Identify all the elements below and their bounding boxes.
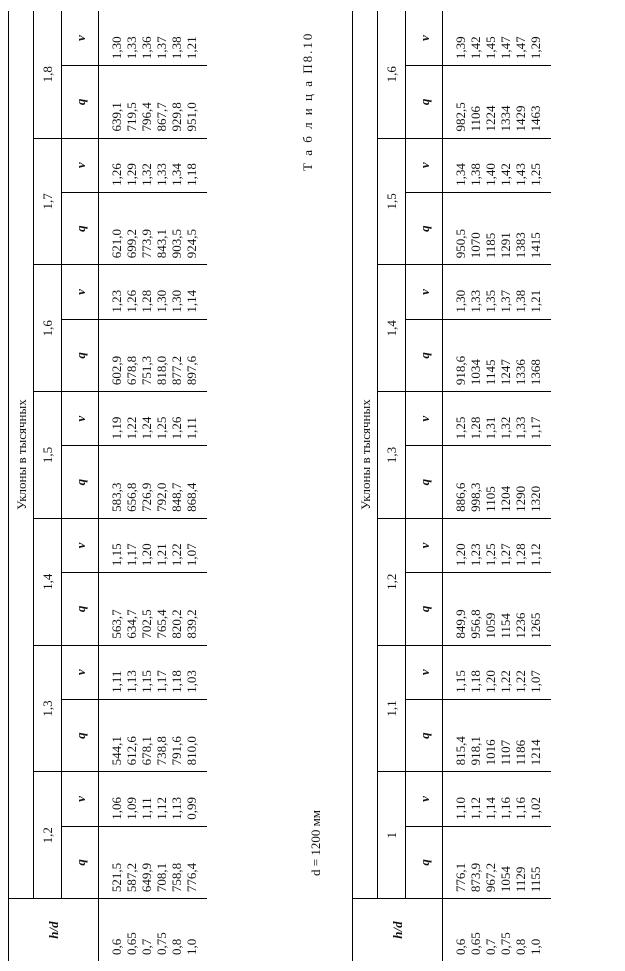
flow-q-value: 719,5 [124, 102, 139, 132]
velocity-v-value: 1,40 [483, 163, 498, 186]
flow-q-value: 1107 [498, 739, 513, 766]
velocity-v-value: 1,30 [169, 289, 184, 313]
velocity-v-values [443, 392, 552, 446]
velocity-v-value: 1,16 [513, 796, 528, 820]
slope-header: 1,3 [34, 645, 62, 772]
velocity-v-value: 1,17 [154, 670, 169, 693]
slope-header: 1,5 [378, 138, 406, 265]
flow-q-value: 602,9 [109, 355, 124, 386]
velocity-v-value: 1,37 [154, 36, 169, 60]
velocity-v-values [99, 645, 208, 699]
slope-header: 1,6 [378, 11, 406, 138]
flow-q-value: 924,5 [184, 229, 199, 259]
velocity-v-value: 1,19 [109, 416, 124, 440]
flow-q-value: 1265 [528, 612, 543, 639]
flow-q-value: 634,7 [124, 609, 139, 639]
velocity-v-value: 1,34 [169, 163, 184, 186]
diameter-label: d = 1200 мм [308, 809, 323, 876]
flow-q-value: 678,1 [139, 736, 154, 766]
velocity-v-value: 1,24 [139, 416, 154, 440]
q-column-header: q [406, 699, 443, 771]
h-d-value: 1,0 [528, 938, 543, 955]
flow-q-value: 820,2 [169, 609, 184, 639]
q-column-header: q [406, 319, 443, 391]
flow-q-value: 587,2 [124, 862, 139, 893]
flow-q-value: 563,7 [109, 609, 124, 639]
velocity-v-value: 1,07 [184, 543, 199, 567]
flow-q-value: 702,5 [139, 609, 154, 639]
v-column-header: v [406, 392, 443, 446]
flow-q-value: 1291 [498, 232, 513, 259]
velocity-v-value: 1,15 [109, 543, 124, 567]
velocity-v-value: 1,23 [468, 543, 483, 567]
flow-q-value: 951,0 [184, 102, 199, 132]
velocity-v-value: 1,26 [124, 289, 139, 313]
table-slopes-lower [352, 11, 551, 961]
flow-q-value: 1070 [468, 232, 483, 259]
velocity-v-value: 1,33 [124, 36, 139, 60]
velocity-v-values [99, 518, 208, 572]
flow-q-value: 583,3 [109, 482, 124, 512]
flow-q-values [99, 192, 208, 264]
velocity-v-value: 1,02 [528, 796, 543, 820]
flow-q-value: 1429 [513, 105, 528, 132]
flow-q-value: 1368 [528, 359, 543, 386]
q-column-header: q [62, 446, 99, 518]
table-slopes-upper [8, 11, 207, 961]
velocity-v-values [99, 265, 208, 319]
velocity-v-value: 1,14 [483, 796, 498, 820]
h-d-value: 1,0 [184, 938, 199, 955]
flow-q-value: 982,5 [453, 102, 468, 132]
velocity-v-value: 1,36 [139, 36, 154, 60]
velocity-v-values [443, 265, 552, 319]
v-column-header: v [406, 11, 443, 66]
h-d-value: 0,65 [124, 932, 139, 955]
flow-q-value: 649,9 [139, 862, 154, 893]
flow-q-value: 1054 [498, 866, 513, 893]
flow-q-value: 1320 [528, 485, 543, 512]
q-column-header: q [406, 446, 443, 518]
flow-q-value: 1105 [483, 486, 498, 512]
velocity-v-values [443, 11, 552, 66]
flow-q-value: 776,4 [184, 862, 199, 893]
flow-q-values [99, 699, 208, 771]
velocity-v-value: 1,47 [498, 36, 513, 60]
flow-q-value: 544,1 [109, 736, 124, 766]
velocity-v-value: 1,47 [513, 36, 528, 60]
velocity-v-value: 1,15 [453, 670, 468, 693]
velocity-v-value: 1,42 [498, 163, 513, 186]
velocity-v-value: 1,38 [169, 36, 184, 60]
q-column-header: q [406, 573, 443, 645]
v-column-header: v [62, 392, 99, 446]
velocity-v-value: 1,09 [124, 796, 139, 820]
velocity-v-values [99, 392, 208, 446]
v-column-header: v [62, 772, 99, 826]
flow-q-values [443, 446, 552, 518]
velocity-v-value: 1,20 [139, 543, 154, 567]
velocity-v-value: 1,35 [483, 289, 498, 313]
flow-q-value: 868,4 [184, 482, 199, 512]
flow-q-values [99, 446, 208, 518]
flow-q-value: 521,5 [109, 862, 124, 893]
flow-q-value: 877,2 [169, 355, 184, 386]
velocity-v-value: 1,39 [453, 36, 468, 60]
velocity-v-value: 1,26 [169, 416, 184, 440]
flow-q-value: 1334 [498, 105, 513, 132]
flow-q-value: 1154 [498, 613, 513, 639]
velocity-v-value: 1,21 [184, 36, 199, 60]
velocity-v-value: 1,38 [468, 163, 483, 186]
velocity-v-value: 1,23 [109, 289, 124, 313]
flow-q-value: 867,7 [154, 102, 169, 132]
slope-header: 1,6 [34, 265, 62, 392]
q-column-header: q [406, 192, 443, 264]
velocity-v-value: 1,16 [498, 796, 513, 820]
velocity-v-value: 1,33 [154, 163, 169, 186]
velocity-v-value: 1,32 [139, 163, 154, 186]
velocity-v-value: 1,10 [453, 796, 468, 820]
v-column-header: v [62, 138, 99, 192]
velocity-v-value: 1,38 [513, 289, 528, 313]
flow-q-value: 1247 [498, 359, 513, 386]
flow-q-values [99, 66, 208, 138]
h-d-value: 0,8 [513, 938, 528, 955]
h-d-values [99, 899, 208, 961]
q-column-header: q [62, 573, 99, 645]
velocity-v-value: 1,25 [453, 416, 468, 440]
flow-q-value: 956,8 [468, 609, 483, 639]
h-d-value: 0,7 [483, 938, 498, 955]
velocity-v-value: 1,12 [154, 796, 169, 820]
velocity-v-value: 1,32 [498, 416, 513, 440]
h-d-value: 0,8 [169, 938, 184, 955]
velocity-v-value: 1,12 [528, 543, 543, 567]
velocity-v-value: 1,11 [139, 797, 154, 820]
velocity-v-value: 1,27 [498, 543, 513, 567]
slope-header: 1,5 [34, 392, 62, 519]
velocity-v-value: 1,43 [513, 163, 528, 186]
flow-q-value: 886,6 [453, 482, 468, 512]
slope-header: 1,2 [34, 772, 62, 899]
flow-q-value: 791,6 [169, 736, 184, 766]
velocity-v-value: 1,45 [483, 36, 498, 60]
velocity-v-value: 1,07 [528, 670, 543, 693]
flow-q-value: 765,4 [154, 609, 169, 639]
flow-q-value: 998,3 [468, 482, 483, 512]
velocity-v-value: 1,12 [468, 796, 483, 820]
flow-q-value: 1336 [513, 359, 528, 386]
velocity-v-values [443, 645, 552, 699]
velocity-v-value: 1,13 [124, 670, 139, 693]
velocity-v-value: 1,31 [483, 416, 498, 440]
flow-q-values [99, 319, 208, 391]
flow-q-value: 1106 [468, 106, 483, 132]
flow-q-value: 810,0 [184, 736, 199, 766]
slope-header: 1,7 [34, 138, 62, 265]
flow-q-value: 1236 [513, 612, 528, 639]
flow-q-value: 758,8 [169, 862, 184, 893]
v-column-header: v [406, 138, 443, 192]
data-row [443, 11, 552, 961]
flow-q-value: 621,0 [109, 229, 124, 259]
slope-header: 1,1 [378, 645, 406, 772]
flow-q-value: 1415 [528, 232, 543, 259]
q-column-header: q [62, 826, 99, 898]
flow-q-value: 1129 [513, 866, 528, 893]
velocity-v-values [443, 138, 552, 192]
flow-q-value: 843,1 [154, 229, 169, 259]
velocity-v-value: 1,14 [184, 289, 199, 313]
slope-header: 1,4 [378, 265, 406, 392]
v-column-header: v [406, 518, 443, 572]
flow-q-value: 897,6 [184, 355, 199, 386]
h-d-value: 0,6 [453, 938, 468, 955]
flow-q-value: 918,6 [453, 355, 468, 386]
data-row [99, 11, 208, 961]
velocity-v-value: 1,03 [184, 670, 199, 693]
flow-q-values [99, 573, 208, 645]
velocity-v-values [99, 772, 208, 826]
v-column-header: v [62, 645, 99, 699]
slope-header: 1,8 [34, 11, 62, 138]
flow-q-value: 1059 [483, 612, 498, 639]
flow-q-value: 796,4 [139, 102, 154, 132]
h-d-header: h/d [353, 899, 443, 961]
flow-q-value: 849,9 [453, 609, 468, 639]
h-d-value: 0,7 [139, 938, 154, 955]
flow-q-value: 839,2 [184, 609, 199, 639]
slope-header: 1,3 [378, 392, 406, 519]
flow-q-value: 818,0 [154, 355, 169, 386]
q-column-header: q [62, 699, 99, 771]
velocity-v-value: 1,22 [513, 670, 528, 693]
flow-q-value: 1204 [498, 485, 513, 512]
flow-q-value: 639,1 [109, 102, 124, 132]
velocity-v-value: 1,06 [109, 796, 124, 820]
velocity-v-value: 1,26 [109, 163, 124, 186]
velocity-v-value: 1,25 [483, 543, 498, 567]
velocity-v-value: 1,25 [154, 416, 169, 440]
flow-q-value: 1224 [483, 105, 498, 132]
flow-q-values [443, 66, 552, 138]
velocity-v-value: 1,20 [483, 670, 498, 693]
q-column-header: q [62, 66, 99, 138]
velocity-v-value: 1,22 [124, 416, 139, 440]
flow-q-value: 918,1 [468, 736, 483, 766]
flow-q-value: 1034 [468, 359, 483, 386]
flow-q-value: 848,7 [169, 482, 184, 512]
flow-q-value: 1145 [483, 359, 498, 386]
h-d-header: h/d [9, 899, 99, 961]
flow-q-value: 873,9 [468, 862, 483, 893]
velocity-v-value: 1,18 [184, 163, 199, 186]
q-column-header: q [62, 192, 99, 264]
h-d-values [443, 899, 552, 961]
velocity-v-value: 1,33 [513, 416, 528, 440]
velocity-v-value: 1,17 [528, 416, 543, 440]
velocity-v-value: 1,30 [154, 289, 169, 313]
velocity-v-value: 0,99 [184, 796, 199, 820]
flow-q-value: 1290 [513, 485, 528, 512]
h-d-value: 0,75 [498, 932, 513, 955]
flow-q-value: 1214 [528, 739, 543, 766]
velocity-v-value: 1,34 [453, 163, 468, 186]
velocity-v-value: 1,30 [453, 289, 468, 313]
table-number-label: Т а б л и ц а П8.10 [300, 31, 315, 171]
v-column-header: v [406, 645, 443, 699]
velocity-v-value: 1,18 [468, 670, 483, 693]
flow-q-value: 929,8 [169, 102, 184, 132]
velocity-v-value: 1,11 [184, 417, 199, 440]
h-d-value: 0,75 [154, 932, 169, 955]
slope-header: 1,2 [378, 518, 406, 645]
velocity-v-value: 1,21 [528, 289, 543, 313]
velocity-v-value: 1,13 [169, 796, 184, 820]
q-column-header: q [406, 66, 443, 138]
flow-q-values [443, 573, 552, 645]
velocity-v-value: 1,25 [528, 163, 543, 186]
slope-header: 1,4 [34, 518, 62, 645]
velocity-v-values [443, 772, 552, 826]
velocity-v-value: 1,29 [528, 36, 543, 60]
v-column-header: v [62, 11, 99, 66]
flow-q-value: 738,8 [154, 736, 169, 766]
flow-q-value: 1185 [483, 232, 498, 259]
velocity-v-value: 1,22 [498, 670, 513, 693]
flow-q-value: 773,9 [139, 229, 154, 259]
velocity-v-value: 1,28 [468, 416, 483, 440]
v-column-header: v [62, 265, 99, 319]
velocity-v-value: 1,21 [154, 543, 169, 567]
velocity-v-value: 1,28 [513, 543, 528, 567]
flow-q-value: 1463 [528, 105, 543, 132]
flow-q-value: 1016 [483, 739, 498, 766]
velocity-v-value: 1,42 [468, 36, 483, 60]
flow-q-value: 1383 [513, 232, 528, 259]
velocity-v-value: 1,33 [468, 289, 483, 313]
velocity-v-values [443, 518, 552, 572]
slopes-group-header: Уклоны в тысячных [353, 11, 378, 899]
flow-q-value: 776,1 [453, 862, 468, 893]
velocity-v-value: 1,29 [124, 163, 139, 186]
flow-q-value: 678,8 [124, 355, 139, 386]
q-column-header: q [406, 826, 443, 898]
h-d-value: 0,65 [468, 932, 483, 955]
velocity-v-value: 1,15 [139, 670, 154, 693]
flow-q-value: 708,1 [154, 862, 169, 893]
velocity-v-value: 1,37 [498, 289, 513, 313]
flow-q-value: 815,4 [453, 736, 468, 766]
flow-q-value: 656,8 [124, 482, 139, 512]
v-column-header: v [406, 772, 443, 826]
flow-q-value: 903,5 [169, 229, 184, 259]
flow-q-value: 792,0 [154, 482, 169, 512]
v-column-header: v [62, 518, 99, 572]
q-column-header: q [62, 319, 99, 391]
flow-q-values [443, 319, 552, 391]
flow-q-value: 1155 [528, 866, 543, 893]
flow-q-value: 699,2 [124, 229, 139, 259]
flow-q-value: 751,3 [139, 355, 154, 386]
flow-q-value: 612,6 [124, 736, 139, 766]
flow-q-values [443, 192, 552, 264]
velocity-v-value: 1,11 [109, 670, 124, 693]
flow-q-value: 950,5 [453, 229, 468, 259]
velocity-v-values [99, 138, 208, 192]
velocity-v-value: 1,20 [453, 543, 468, 567]
h-d-value: 0,6 [109, 938, 124, 955]
flow-q-value: 967,2 [483, 862, 498, 893]
velocity-v-value: 1,28 [139, 289, 154, 313]
slope-header: 1 [378, 772, 406, 899]
v-column-header: v [406, 265, 443, 319]
flow-q-values [443, 699, 552, 771]
velocity-v-values [99, 11, 208, 66]
flow-q-values [99, 826, 208, 898]
velocity-v-value: 1,30 [109, 36, 124, 60]
velocity-v-value: 1,18 [169, 670, 184, 693]
velocity-v-value: 1,22 [169, 543, 184, 567]
flow-q-values [443, 826, 552, 898]
slopes-group-header: Уклоны в тысячных [9, 11, 34, 899]
flow-q-value: 1186 [513, 739, 528, 766]
velocity-v-value: 1,17 [124, 543, 139, 567]
flow-q-value: 726,9 [139, 482, 154, 512]
